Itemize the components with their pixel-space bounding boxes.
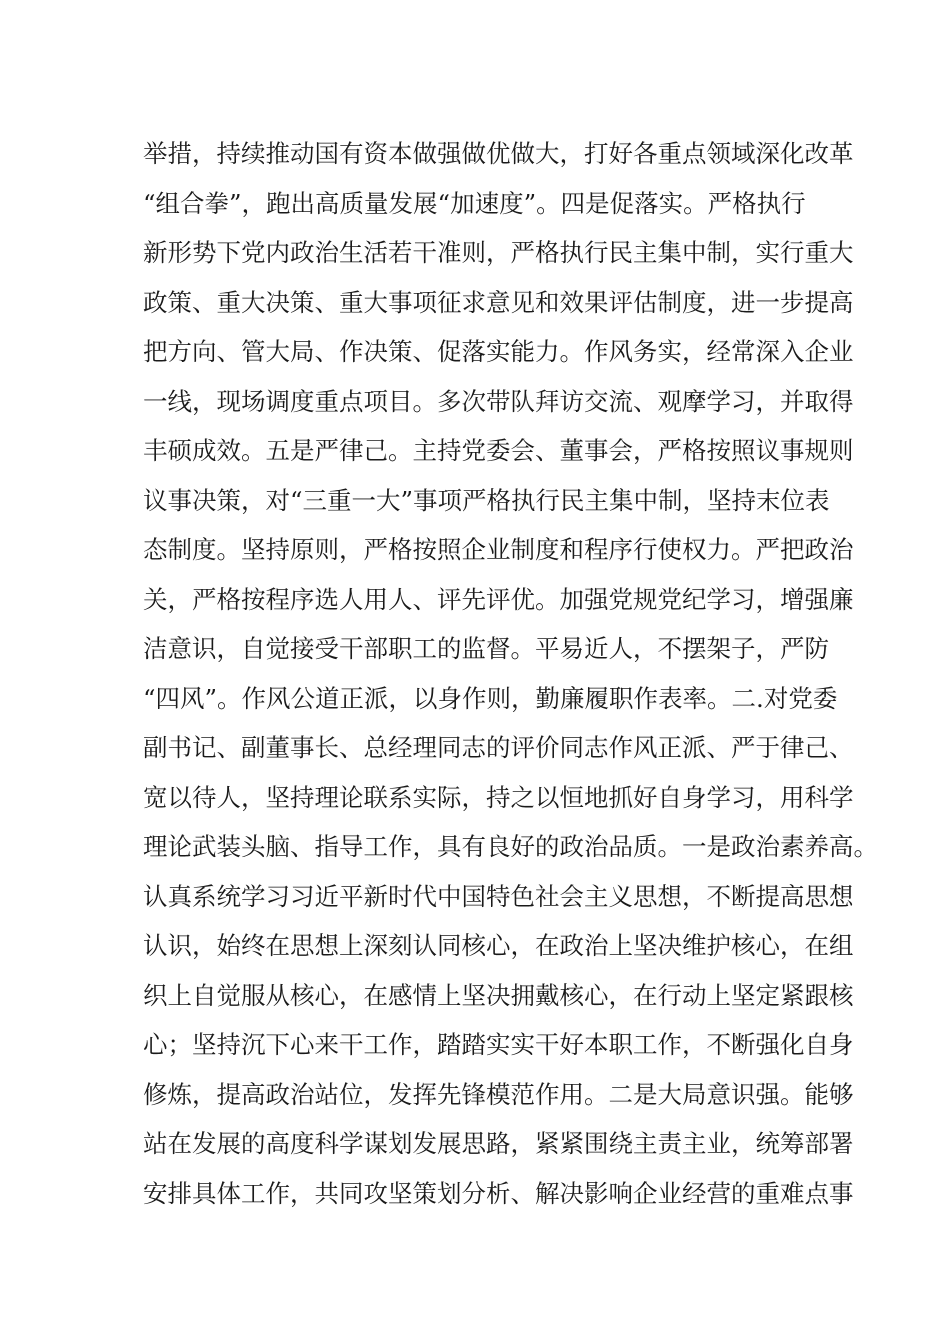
text-line: 安排具体工作，共同攻坚策划分析、解决影响企业经营的重难点事: [143, 1178, 854, 1208]
text-line: 宽以待人，坚持理论联系实际，持之以恒地抓好自身学习，用科学: [143, 782, 854, 812]
text-line: 态制度。坚持原则，严格按照企业制度和程序行使权力。严把政治: [143, 535, 854, 564]
text-line: 认识，始终在思想上深刻认同核心，在政治上坚决维护核心，在组: [143, 931, 854, 960]
text-line: 把方向、管大局、作决策、促落实能力。作风务实，经常深入企业: [143, 337, 854, 366]
text-line: 认真系统学习习近平新时代中国特色社会主义思想，不断提高思想: [143, 881, 854, 911]
text-line: 举措，持续推动国有资本做强做优做大，打好各重点领域深化改革: [143, 139, 854, 168]
text-line: 织上自觉服从核心，在感情上坚决拥戴核心，在行动上坚定紧跟核: [143, 980, 854, 1010]
text-line: 政策、重大决策、重大事项征求意见和效果评估制度，进一步提高: [143, 287, 854, 317]
text-line: 修炼，提高政治站位，发挥先锋模范作用。二是大局意识强。能够: [143, 1079, 854, 1109]
text-line: “四风”。作风公道正派，以身作则，勤廉履职作表率。二.对党委: [143, 683, 838, 713]
text-line: 新形势下党内政治生活若干准则，严格执行民主集中制，实行重大: [143, 238, 854, 267]
text-line: “组合拳”，跑出高质量发展“加速度”。四是促落实。严格执行: [143, 188, 806, 218]
text-line: 理论武装头脑、指导工作，具有良好的政治品质。一是政治素养高。: [143, 832, 878, 861]
text-line: 副书记、副董事长、总经理同志的评价同志作风正派、严于律己、: [143, 733, 854, 762]
body-text: [143, 129, 878, 1218]
text-line: 议事决策，对“三重一大”事项严格执行民主集中制，坚持末位表: [143, 485, 830, 515]
text-line: 关，严格按程序选人用人、评先评优。加强党规党纪学习，增强廉: [143, 584, 854, 614]
text-line: 丰硕成效。五是严律己。主持党委会、董事会，严格按照议事规则: [143, 436, 854, 465]
text-line: 心；坚持沉下心来干工作，踏踏实实干好本职工作，不断强化自身: [143, 1030, 854, 1059]
text-line: 洁意识，自觉接受干部职工的监督。平易近人，不摆架子，严防: [143, 634, 829, 663]
text-line: 站在发展的高度科学谋划发展思路，紧紧围绕主责主业，统筹部署: [143, 1129, 854, 1158]
text-line: 一线，现场调度重点项目。多次带队拜访交流、观摩学习，并取得: [143, 386, 854, 416]
